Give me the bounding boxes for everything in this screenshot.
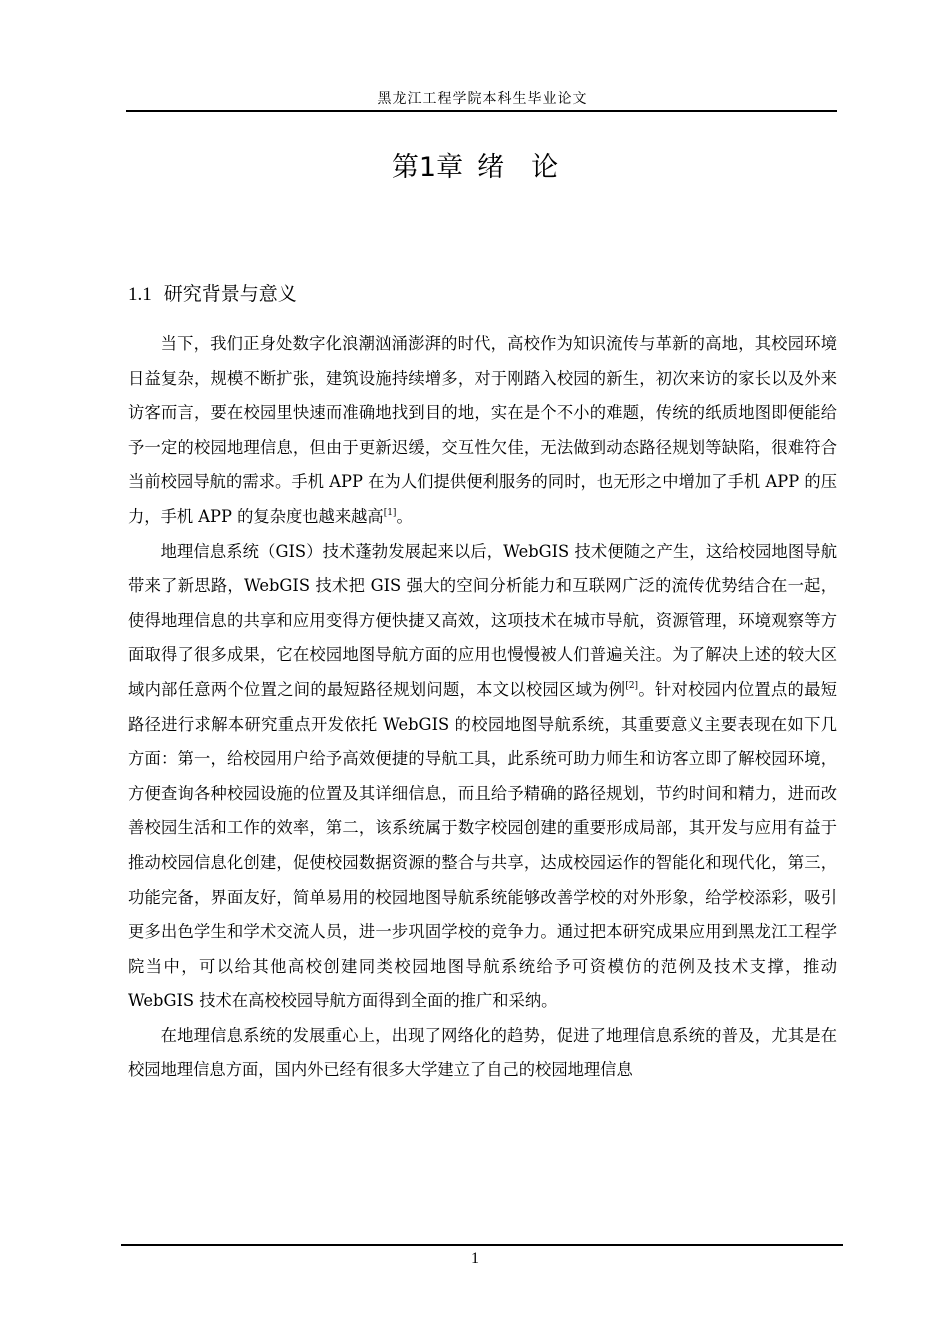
paragraph-1 (128, 327, 837, 535)
section-title: 研究背景与意义 (163, 283, 297, 305)
citation-1: [1] (383, 507, 397, 518)
paragraph-3: 在地理信息系统的发展重心上，出现了网络化的趋势，促进了地理信息系统的普及，尤其是在校园地理信息方面，国内外已经有很多大学建立了自己的校园地理信息 (128, 1025, 837, 1080)
paragraph-2-text-a: 地理信息系统（GIS）技术蓬勃发展起来以后，WebGIS 技术便随之产生，这给校园地图导航带来了新思路，WebGIS 技术把 GIS 强大的空间分析能力和互联网广泛的流传优势结合在一起，使得地理信息的共享和应用变得方便快捷又高效，这项技术在城市导航，资源管理，环境观察等方面取得了很多成果，它在校园地图导航方面的应用也慢慢被人们普遍关注。为了解决上述的较大区域内部任意两个位置之间的最短路径规划问题，本文以校园区域为例 (128, 541, 837, 699)
body-text (128, 327, 837, 1088)
header-rule (126, 110, 837, 112)
paragraph-2-text-b: 。针对校园内位置点的最短路径进行求解本研究重点开发依托 WebGIS 的校园地图导航系统，其重要意义主要表现在如下几方面：第一，给校园用户给予高效便捷的导航工具，此系统可助力师生和访客立即了解校园环境，方便查询各种校园设施的位置及其详细信息，而且给予精确的路径规划，节约时间和精力，进而改善校园生活和工作的效率，第二，该系统属于数字校园创建的重要形成局部，其开发与应用有益于推动校园信息化创建，促使校园数据资源的整合与共享，达成校园运作的智能化和现代化，第三，功能完备，界面友好，简单易用的校园地图导航系统能够改善学校的对外形象，给学校添彩，吸引更多出色学生和学术交流人员，进一步巩固学校的竞争力。通过把本研究成果应用到黑龙江工程学院当中，可以给其他高校创建同类校园地图导航系统给予可资模仿的范例及技术支撑，推动 WebGIS 技术在高校校园导航方面得到全面的推广和采纳。 (128, 679, 837, 1011)
chapter-label: 第1章 (391, 152, 464, 183)
paragraph-1-text: 当下，我们正身处数字化浪潮汹涌澎湃的时代，高校作为知识流传与革新的高地，其校园环境日益复杂，规模不断扩张，建筑设施持续增多，对于刚踏入校园的新生，初次来访的家长以及外来访客而言，要在校园里快速而准确地找到目的地，实在是个不小的难题，传统的纸质地图即便能给予一定的校园地理信息，但由于更新迟缓，交互性欠佳，无法做到动态路径规划等缺陷，很难符合当前校园导航的需求。手机 APP 在为人们提供便利服务的同时，也无形之中增加了手机 APP 的压力，手机 APP 的复杂度也越来越高 (128, 334, 837, 526)
running-header: 黑龙江工程学院本科生毕业论文 (377, 91, 588, 107)
citation-2: [2] (625, 680, 639, 691)
paragraph-2 (128, 535, 837, 1019)
paragraph-1-tail: 。 (396, 506, 413, 526)
section-number: 1.1 (128, 284, 152, 305)
chapter-title (0, 150, 950, 186)
footer-rule (121, 1244, 843, 1246)
page-number: 1 (471, 1250, 479, 1267)
section-heading (128, 281, 297, 308)
chapter-name: 绪 论 (477, 152, 559, 183)
